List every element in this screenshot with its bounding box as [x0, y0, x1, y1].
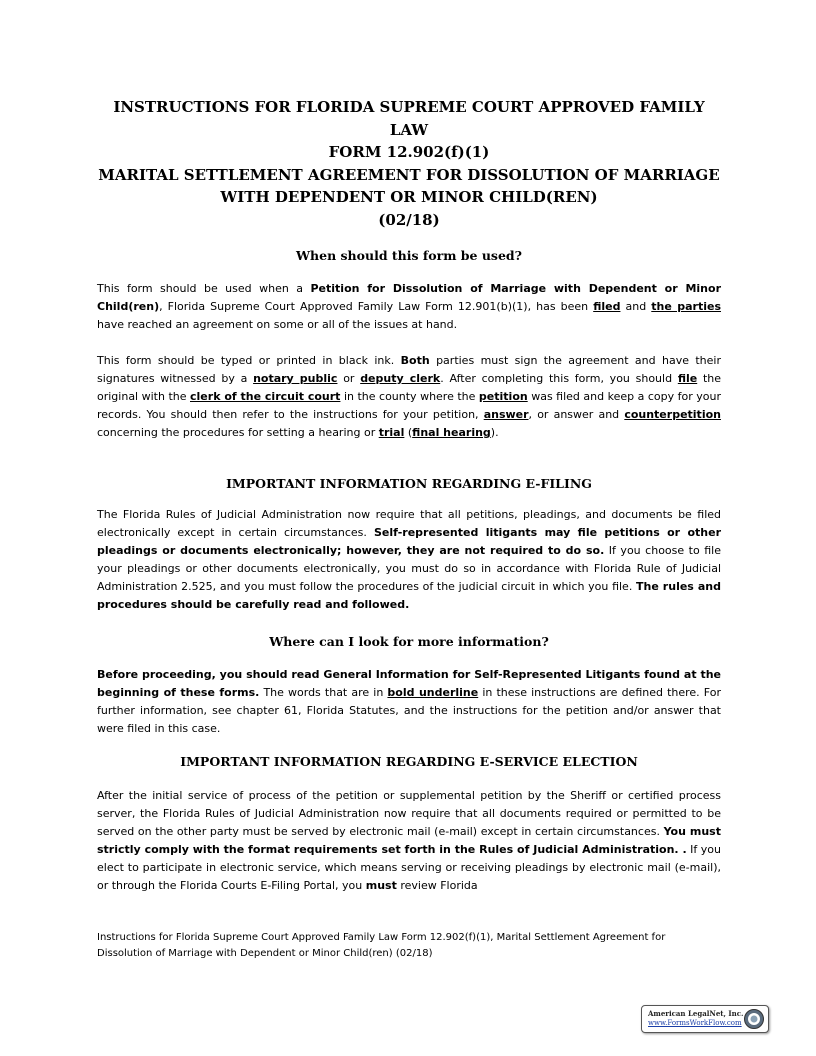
defined-term-deputy-clerk: deputy clerk [360, 372, 441, 385]
globe-icon [743, 1008, 765, 1030]
defined-term-counterpetition: counterpetition [624, 408, 721, 421]
paragraph-eservice: After the initial service of process of the petition or supplemental petition by the Sheriff or certified process server, the Florida Rules of Judicial Administration now require that all documents required or permitted to be served on the other party must be served by electronic mail (e-mail) except in certain circumstances. You must strictly comply with the format requirements set forth in the Rules of Judicial Administration. . If you elect to participate in electronic service, which means serving or receiving pleadings by electronic mail (e-mail), or through the Florida Courts E-Filing Portal, you must review Florida [97, 789, 721, 892]
title-line-5: (02/18) [378, 210, 440, 229]
document-page [97, 96, 721, 895]
defined-term-final-hearing: final hearing [412, 426, 491, 439]
defined-term-clerk-of-circuit-court: clerk of the circuit court [190, 390, 341, 403]
logo-company-name: American LegalNet, Inc. [648, 1009, 744, 1018]
paragraph-efiling: The Florida Rules of Judicial Administration now require that all petitions, pleadings, and documents be filed electronically except in certain circumstances. Self-represented litigants may file petitions or other pleadings or documents electronically; however, they are not required to do so. If you choose to file your pleadings or other documents electronically, you must do so in accordance with Florida Rule of Judicial Administration 2.525, and you must follow the procedures of the judicial circuit in which you file. The rules and procedures should be carefully read and followed. [97, 508, 721, 611]
defined-term-answer: answer [483, 408, 529, 421]
defined-term-bold-underline: bold underline [387, 686, 479, 699]
paragraph-more-info: Before proceeding, you should read General Information for Self-Represented Litigants found at the beginning of these forms. The words that are in bold underline in these instructions are defined there. For further information, see chapter 61, Florida Statutes, and the instructions for the petition and/or answer that were filed in this case. [97, 668, 721, 735]
american-legalnet-logo[interactable] [641, 1005, 769, 1033]
title-line-2: FORM 12.902(f)(1) [328, 143, 490, 161]
defined-term-notary-public: notary public [253, 372, 338, 385]
page-footer [97, 930, 727, 961]
section-heading-more-info: Where can I look for more information? [269, 634, 549, 649]
footer-line-1: Instructions for Florida Supreme Court Approved Family Law Form 12.902(f)(1), Marital Settlement Agreement for [97, 932, 666, 943]
footer-line-2: Dissolution of Marriage with Dependent or Minor Child(ren) (02/18) [97, 947, 433, 959]
section-heading-eservice: IMPORTANT INFORMATION REGARDING E-SERVICE ELECTION [180, 754, 638, 769]
defined-term-petition: petition [478, 390, 528, 403]
section-heading-when: When should this form be used? [296, 248, 522, 263]
logo-website-link[interactable]: www.FormsWorkFlow.com [648, 1019, 742, 1027]
title-line-4: WITH DEPENDENT OR MINOR CHILD(REN) [220, 188, 598, 206]
defined-term-file: file [677, 372, 698, 385]
paragraph-when-usage: This form should be used when a Petition for Dissolution of Marriage with Dependent or Minor Child(ren), Florida Supreme Court Approved Family Law Form 12.901(b)(1), has been filed and the parties have reached an agreement on some or all of the issues at hand. [97, 282, 721, 331]
defined-term-trial: trial [378, 426, 405, 439]
title-line-3: MARITAL SETTLEMENT AGREEMENT FOR DISSOLUTION OF MARRIAGE [98, 165, 720, 184]
defined-term-the-parties: the parties [651, 300, 721, 313]
defined-term-filed: filed [593, 300, 621, 313]
section-heading-efiling: IMPORTANT INFORMATION REGARDING E-FILING [226, 476, 592, 491]
title-line-1: INSTRUCTIONS FOR FLORIDA SUPREME COURT APPROVED FAMILY LAW [113, 98, 705, 139]
document-title [97, 96, 721, 231]
paragraph-when-filing: This form should be typed or printed in black ink. Both parties must sign the agreement and have their signatures witnessed by a notary public or deputy clerk. After completing this form, you should file the original with the clerk of the circuit court in the county where the petition was filed and keep a copy for your records. You should then refer to the instructions for your petition, answer, or answer and counterpetition concerning the procedures for setting a hearing or trial (final hearing). [97, 354, 721, 439]
